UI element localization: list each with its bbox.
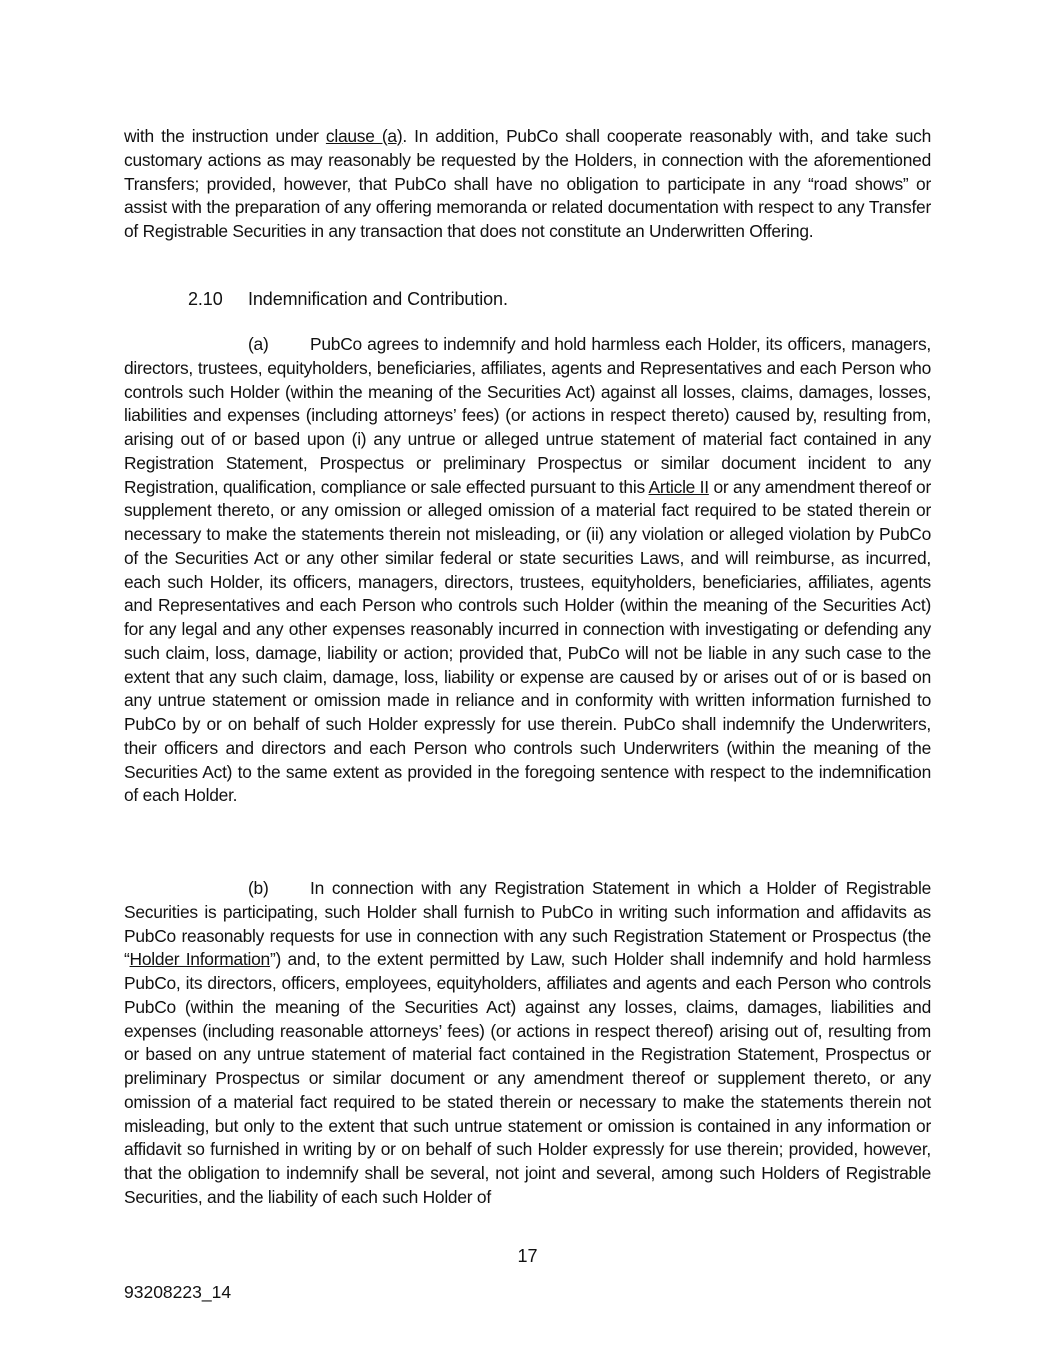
clause-a-text-before-link: PubCo agrees to indemnify and hold harmless each Holder, its officers, managers, directors, trustees, equityholders, beneficiaries, affiliates, agents and Representatives and each Person who controls such Holder (within the meaning of the Securities Act) against all losses, claims, damages, losses, liabilities and expenses (including attorneys’ fees) (or actions in respect thereto) caused by, resulting from, arising out of or based upon (i) any untrue or alleged untrue statement of material fact contained in any Registration Statement, Prospectus or preliminary Prospectus or similar document incident to any Registration, qualification, compliance or sale effected pursuant to this — [124, 334, 931, 497]
paragraph-text-after-link: . In addition, PubCo shall cooperate reasonably with, and take such customary actions as may reasonably be requested by the Holders, in connection with the aforementioned Transfers; provided, however, that PubCo shall have no obligation to participate in any “road shows” or assist with the preparation of any offering memoranda or related documentation with respect to any Transfer of Registrable Securities in any transaction that does not constitute an Underwritten Offering. — [124, 126, 931, 241]
clause-a-reference-link[interactable]: clause (a) — [325, 126, 403, 146]
document-id: 93208223_14 — [124, 1282, 232, 1302]
clause-b-label: (b) — [248, 878, 269, 898]
article-ii-reference-link[interactable]: Article II — [648, 476, 709, 497]
clause-a-label: (a) — [248, 334, 269, 354]
section-number: 2.10 — [188, 289, 223, 309]
clause-b-paragraph — [124, 877, 931, 1210]
clause-a-paragraph — [124, 333, 931, 808]
clause-b-text-after-link: ”) and, to the extent permitted by Law, such Holder shall indemnify and hold harmless PubCo, its directors, officers, employees, equityholders, affiliates and agents and each Person who controls PubCo (within the meaning of the Securities Act) against any losses, claims, damages, liabilities and expenses (including reasonable attorneys’ fees) (or actions in respect thereof) arising out of, resulting from or based on any untrue statement of material fact contained in the Registration Statement, Prospectus or preliminary Prospectus or similar document or any amendment thereof or supplement thereto, or any omission of a material fact required to be stated therein or necessary to make the statements therein not misleading, but only to the extent that such untrue statement or omission is contained in any information or affidavit so furnished in writing by or on behalf of such Holder expressly for use therein; provided, however, that the obligation to indemnify shall be several, not joint and several, among such Holders of Registrable Securities, and the liability of each such Holder of — [124, 949, 931, 1207]
section-title: Indemnification and Contribution. — [248, 289, 508, 309]
clause-a-text-after-link: or any amendment thereof or supplement thereto, or any omission or alleged omission of a material fact required to be stated therein or necessary to make the statements therein not misleading, or (ii) any violation or alleged violation by PubCo of the Securities Act or any other similar federal or state securities Laws, and will reimburse, as incurred, each such Holder, its officers, managers, directors, trustees, equityholders, beneficiaries, affiliates, agents and Representatives and each Person who controls such Holder (within the meaning of the Securities Act) for any legal and any other expenses reasonably incurred in connection with investigating or defending any such claim, loss, damage, liability or action; provided that, PubCo will not be liable in any such case to the extent that any such claim, damage, loss, liability or expense are caused by or arises out of or is based on any untrue statement or omission made in reliance and in conformity with written information furnished to PubCo by or on behalf of such Holder expressly for use therein. PubCo shall indemnify the Underwriters, their officers and directors and each Person who controls such Underwriters (within the meaning of the Securities Act) to the same extent as provided in the foregoing sentence with respect to the indemnification of each Holder. — [124, 476, 931, 806]
clause-b-text-before-link: In connection with any Registration Statement in which a Holder of Registrable Securities is participating, such Holder shall furnish to PubCo in writing such information and affidavits as PubCo reasonably requests for use in connection with any such Registration Statement or Prospectus (the “ — [124, 878, 931, 970]
holder-information-term: Holder Information — [129, 949, 270, 970]
section-heading — [188, 287, 508, 311]
paragraph-text-before-link: with the instruction under — [124, 126, 326, 146]
paragraph-continuation — [124, 125, 931, 244]
page-number: 17 — [517, 1246, 538, 1266]
